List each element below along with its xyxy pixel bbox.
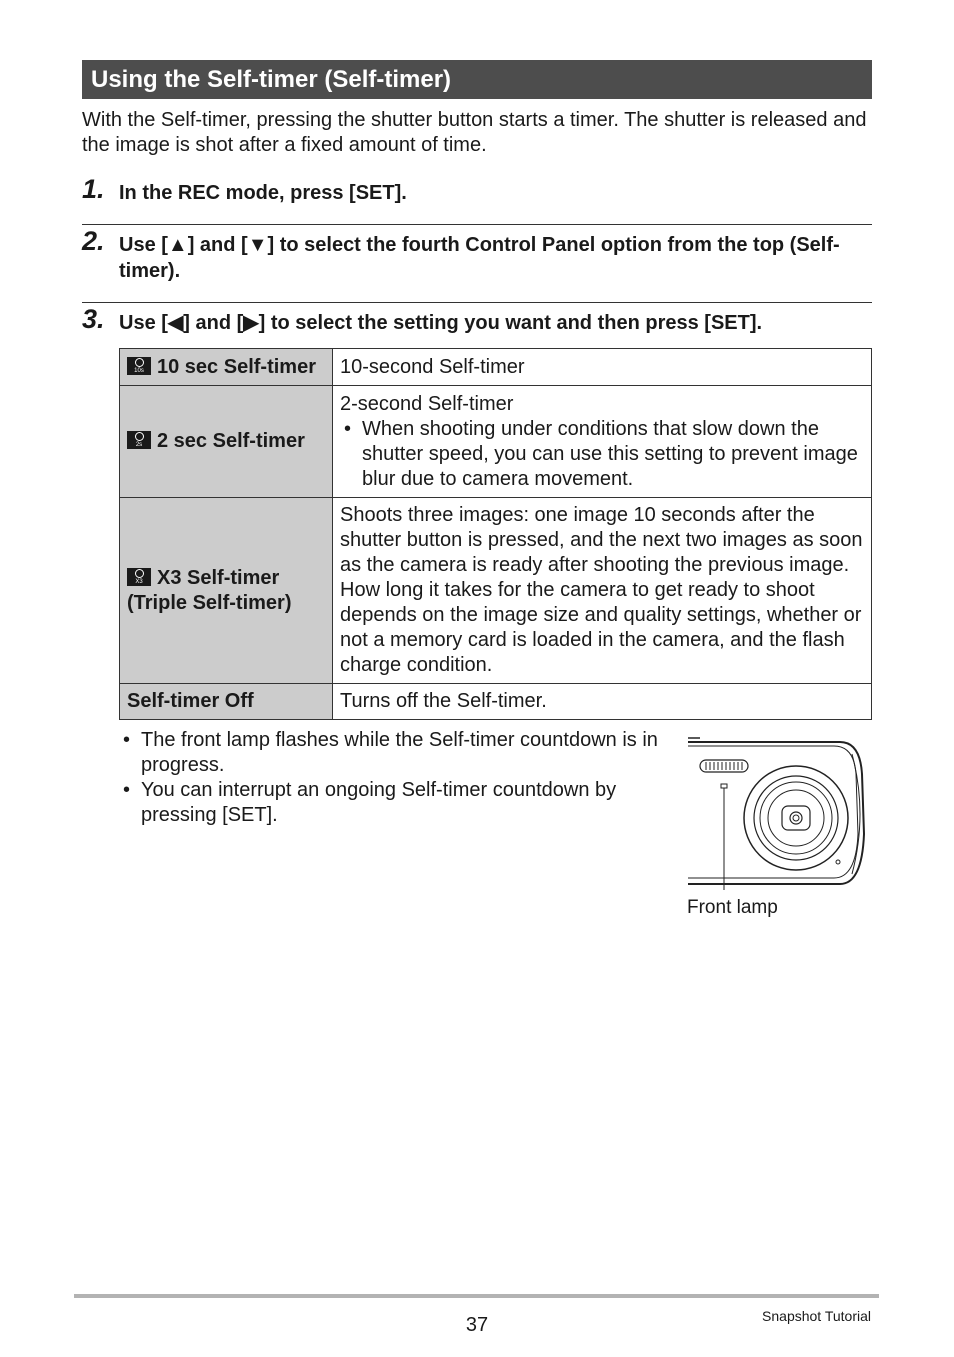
self-timer-x3-icon: X3 [127, 568, 151, 586]
step-number: 2. [82, 226, 105, 256]
step-divider [82, 224, 872, 225]
list-item: • When shooting under conditions that slow down the shutter speed, you can use this setting to prevent image blur due to camera movement. [340, 417, 864, 492]
step-text: Use [▲] and [▼] to select the fourth Control Panel option from the top (Self-timer). [119, 234, 840, 282]
option-description: 2-second Self-timer • When shooting under conditions that slow down the shutter speed, you can use this setting to prevent image blur due to camera movement. [333, 386, 872, 498]
notes-list [119, 728, 659, 828]
self-timer-10s-icon: 10s [127, 357, 151, 375]
page-number: 37 [465, 1314, 489, 1336]
section-title: Using the Self-timer (Self-timer) [82, 60, 872, 99]
camera-front-illustration [684, 734, 868, 894]
list-item: • You can interrupt an ongoing Self-timer countdown by pressing [SET]. [119, 778, 659, 828]
front-lamp-caption: Front lamp [687, 897, 778, 918]
table-row [120, 386, 872, 498]
option-description: Shoots three images: one image 10 seconds after the shutter button is pressed, and the next two images as soon as the camera is ready after shooting the previous image. How long it takes for the camera to get ready to shoot depends on the image size and quality settings, whether or not a memory card is loaded in the camera, and the flash charge condition. [333, 498, 872, 684]
step-number: 1. [82, 174, 105, 204]
list-item: • The front lamp flashes while the Self-timer countdown is in progress. [119, 728, 659, 778]
table-row [120, 349, 872, 386]
option-description: Turns off the Self-timer. [333, 684, 872, 720]
intro-paragraph: With the Self-timer, pressing the shutter button starts a timer. The shutter is released and the image is shot after a fixed amount of time. [82, 109, 867, 156]
option-name: Self-timer Off [120, 684, 333, 720]
option-description: 10-second Self-timer [333, 349, 872, 386]
self-timer-2s-icon: 2s [127, 431, 151, 449]
step-number: 3. [82, 304, 105, 334]
footer-section-title: Snapshot Tutorial [762, 1308, 871, 1324]
self-timer-options-table [119, 348, 872, 720]
step-text: In the REC mode, press [SET]. [119, 182, 407, 204]
option-name: 10s 10 sec Self-timer [120, 349, 333, 386]
table-row [120, 684, 872, 720]
option-name: 2s 2 sec Self-timer [120, 386, 333, 498]
table-row [120, 498, 872, 684]
step-divider [82, 302, 872, 303]
step-text: Use [◀] and [▶] to select the setting you want and then press [SET]. [119, 312, 763, 334]
option-name: X3 X3 Self-timer (Triple Self-timer) [120, 498, 333, 684]
footer-divider [74, 1294, 879, 1298]
